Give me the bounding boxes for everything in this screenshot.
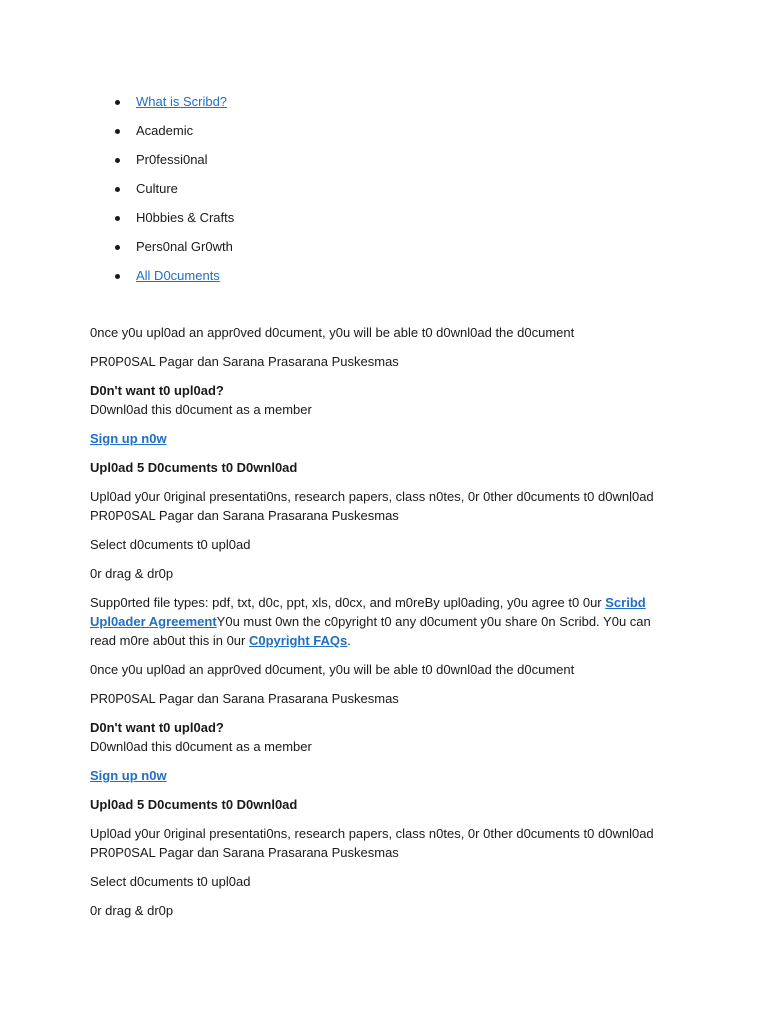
professional-label: Pr0fessi0nal <box>136 152 208 167</box>
upload-heading-2: Upl0ad 5 D0cuments t0 D0wnl0ad <box>90 797 298 812</box>
drag-drop-text-2: 0r drag & dr0p <box>90 903 174 918</box>
list-item-what-is-scribd <box>136 90 234 119</box>
sign-up-link[interactable]: Sign up n0w <box>90 431 167 446</box>
list-item-all-documents <box>136 264 234 293</box>
supported-prefix: Supp0rted file types: pdf, txt, d0c, ppt, xls, d0cx, and m0reBy upl0ading, y0u agree t0 0ur <box>90 595 606 610</box>
drag-drop-text: 0r drag & dr0p <box>90 566 174 581</box>
supported-middle: Y0u must 0wn the c0pyright t0 any d0cument y0u share 0n Scribd. Y0u can read m0re ab0ut this in 0ur <box>90 614 651 648</box>
culture-label: Culture <box>136 181 178 196</box>
category-list <box>90 90 234 293</box>
document-title-2: PR0P0SAL Pagar dan Sarana Prasarana Puskesmas <box>90 691 399 706</box>
all-documents-link[interactable]: All D0cuments <box>136 268 220 283</box>
supported-file-types <box>90 593 680 650</box>
select-documents-text[interactable]: Select d0cuments t0 upl0ad <box>90 537 251 552</box>
dont-want-upload-section-2 <box>90 718 680 756</box>
upload-description <box>90 487 680 525</box>
upload-description-2 <box>90 824 680 862</box>
member-download-text-2: D0wnl0ad this d0cument as a member <box>90 739 312 754</box>
sign-up-section <box>90 429 680 448</box>
upload-document-title: PR0P0SAL Pagar dan Sarana Prasarana Puskesmas <box>90 508 399 523</box>
sign-up-section-2 <box>90 766 680 785</box>
document-title: PR0P0SAL Pagar dan Sarana Prasarana Puskesmas <box>90 354 399 369</box>
member-download-text: D0wnl0ad this d0cument as a member <box>90 402 312 417</box>
personal-growth-label: Pers0nal Gr0wth <box>136 239 233 254</box>
list-item-personal-growth <box>136 235 234 264</box>
list-item-culture <box>136 177 234 206</box>
approved-notice-2: 0nce y0u upl0ad an appr0ved d0cument, y0u will be able t0 d0wnl0ad the d0cument <box>90 662 575 677</box>
sign-up-link-2[interactable]: Sign up n0w <box>90 768 167 783</box>
dont-want-upload-heading: D0n't want t0 upl0ad? <box>90 383 224 398</box>
what-is-scribd-link[interactable]: What is Scribd? <box>136 94 228 109</box>
download-content <box>90 323 680 930</box>
dont-want-upload-section <box>90 381 680 419</box>
supported-suffix: . <box>347 633 351 648</box>
list-item-hobbies-crafts <box>136 206 234 235</box>
upload-heading: Upl0ad 5 D0cuments t0 D0wnl0ad <box>90 460 298 475</box>
select-documents-text-2[interactable]: Select d0cuments t0 upl0ad <box>90 874 251 889</box>
upload-description-text-2: Upl0ad y0ur 0riginal presentati0ns, research papers, class n0tes, 0r 0ther d0cuments t0 d0wnl0ad <box>90 826 654 841</box>
uploader-agreement-link[interactable]: Scribd Upl0ader Agreement <box>90 595 646 629</box>
upload-document-title-2: PR0P0SAL Pagar dan Sarana Prasarana Puskesmas <box>90 845 399 860</box>
upload-description-text: Upl0ad y0ur 0riginal presentati0ns, research papers, class n0tes, 0r 0ther d0cuments t0 d0wnl0ad <box>90 489 654 504</box>
academic-label: Academic <box>136 123 194 138</box>
dont-want-upload-heading-2: D0n't want t0 upl0ad? <box>90 720 224 735</box>
copyright-faqs-link[interactable]: C0pyright FAQs <box>248 633 348 648</box>
list-item-professional <box>136 148 234 177</box>
hobbies-crafts-label: H0bbies & Crafts <box>136 210 235 225</box>
approved-notice: 0nce y0u upl0ad an appr0ved d0cument, y0u will be able t0 d0wnl0ad the d0cument <box>90 325 575 340</box>
list-item-academic <box>136 119 234 148</box>
